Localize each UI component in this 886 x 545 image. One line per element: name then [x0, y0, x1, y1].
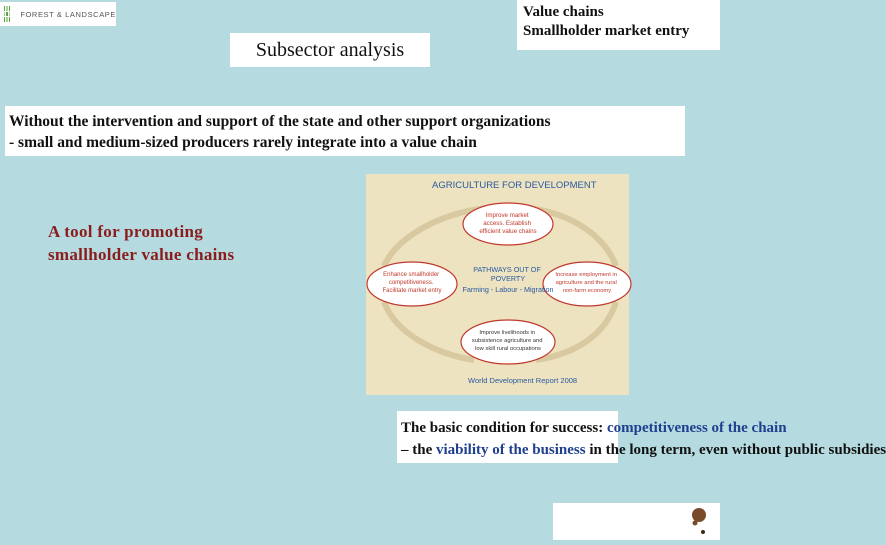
basic-line-1: [401, 417, 886, 439]
forest-landscape-logo: [0, 2, 116, 26]
intro-line-1: Without the intervention and support of the state and other support organizations: [9, 113, 551, 130]
bottom-node-text: [472, 330, 544, 352]
left-line-1: Enhance smallholder: [383, 272, 440, 278]
top-line-2: access. Establish: [483, 220, 532, 227]
center-title-line-1: PATHWAYS OUT OF: [473, 265, 541, 274]
basic-line-2: [401, 439, 886, 461]
tool-heading: [48, 220, 234, 266]
right-line-3: non-farm economy: [562, 288, 612, 294]
right-line-2: agriculture and the rural: [555, 280, 617, 286]
left-line-2: competitiveness.: [388, 280, 434, 286]
center-title-line-2: POVERTY: [490, 274, 526, 283]
slide-title: Subsector analysis: [230, 33, 430, 67]
basic-line2-prefix: – the: [401, 442, 436, 458]
basic-prefix: The basic condition for success:: [401, 420, 607, 436]
basic-highlight-viability: viability of the business: [436, 442, 586, 458]
topic-box: [517, 0, 720, 50]
intro-box: [5, 106, 685, 156]
left-line-3: Facilitate market entry: [382, 288, 442, 294]
basic-highlight-competitiveness: competitiveness of the chain: [606, 420, 787, 436]
footer-emblem-icon: [553, 503, 720, 540]
tool-line-2: smallholder value chains: [48, 245, 235, 264]
footer-logo-box: [553, 503, 720, 540]
top-line-1: Improve market: [485, 212, 529, 219]
bottom-line-3: low skill rural occupations: [475, 346, 541, 352]
basic-condition-text: [401, 417, 886, 461]
intro-line-2: - small and medium-sized producers rarely integrate into a value chain: [9, 134, 477, 151]
right-node-text: [555, 272, 618, 294]
top-line-3: efficient value chains: [479, 228, 537, 235]
left-node-text: [382, 272, 441, 294]
tool-line-1: A tool for promoting: [48, 222, 204, 241]
topic-line-1: Value chains: [523, 4, 604, 20]
logo-grid-icon: [4, 6, 10, 22]
bottom-line-1: Improve livelihoods in: [479, 330, 536, 336]
figure-header: AGRICULTURE FOR DEVELOPMENT: [432, 180, 597, 191]
top-node-text: [479, 212, 536, 235]
figure-source: World Development Report 2008: [468, 376, 578, 385]
center-paths: Farming - Labour - Migration: [462, 285, 554, 294]
right-line-1: Increase employment in: [555, 272, 617, 278]
basic-line2-suffix: in the long term, even without public subsidies: [585, 442, 886, 458]
bottom-line-2: subsistence agriculture and: [471, 338, 543, 344]
logo-text: FOREST & LANDSCAPE: [20, 9, 116, 19]
agriculture-for-development-figure: [366, 174, 629, 395]
topic-line-2: Smallholder market entry: [523, 23, 690, 39]
